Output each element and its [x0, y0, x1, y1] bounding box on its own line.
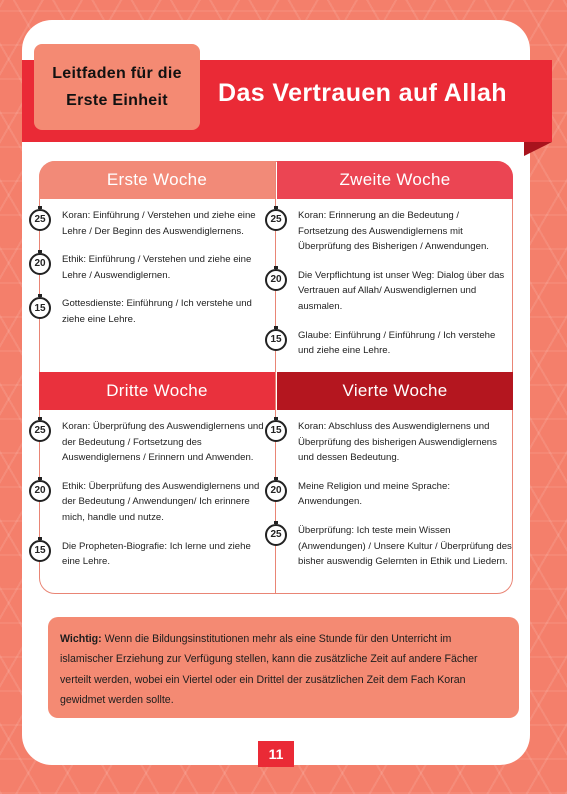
entry-text: Ethik: Einführung / Verstehen und ziehe eine Lehre / Auswendiglernen. [62, 254, 252, 281]
entry [264, 523, 512, 570]
entry-text: Glaube: Einführung / Einführung / Ich verstehe und ziehe eine Lehre. [298, 329, 496, 357]
stopwatch-icon: 15 [265, 420, 287, 442]
entry-text: Gottesdienste: Einführung / Ich verstehe und ziehe eine Lehre. [62, 298, 252, 325]
stopwatch-icon: 20 [265, 480, 287, 502]
entry [264, 328, 512, 359]
important-note [48, 617, 519, 718]
stopwatch-icon: 15 [29, 540, 51, 562]
entry [28, 252, 266, 283]
stopwatch-icon: 25 [265, 209, 287, 231]
entry-text: Überprüfung: Ich teste mein Wissen (Anwendungen) / Unsere Kultur / Überprüfung des bisher auswendig Gelernten in Ethik und Liedern. [298, 524, 512, 568]
entry-text: Die Verpflichtung ist unser Weg: Dialog über das Vertrauen auf Allah/ Auswendiglernen und ausmalen. [298, 269, 505, 312]
note-text: Wenn die Bildungsinstitutionen mehr als eine Stunde für den Unterricht im islamischer Erziehung zur Verfügung stellen, kann die zusätzliche Zeit auf andere Fächer verteilt werden, wobei ein Viertel oder ein Drittel der zusätzlichen Zeit dem Fach Koran gewidmet werden sollte. [60, 633, 478, 707]
unit-label-line1: Leitfaden für die [52, 65, 182, 82]
stopwatch-icon: 25 [29, 209, 51, 231]
page-number: 11 [258, 741, 294, 767]
unit-label-box [34, 44, 200, 130]
stopwatch-icon: 15 [29, 297, 51, 319]
entry [264, 479, 512, 510]
stopwatch-icon: 25 [29, 420, 51, 442]
entry-text: Koran: Überprüfung des Auswendiglernens und der Bedeutung / Fortsetzung des Auswendiglernens / Erinnern und Anwenden. [62, 421, 264, 464]
entry [28, 479, 266, 526]
week-1-entries [28, 208, 266, 341]
week-header-2: Zweite Woche [277, 161, 513, 199]
entry-text: Koran: Abschluss des Auswendiglernens und Überprüfung des bisherigen Auswendiglernens und dessen Bedeutung. [298, 421, 497, 464]
week-4-entries [264, 419, 512, 583]
week-header-1: Erste Woche [39, 161, 275, 199]
unit-label-line2: Erste Einheit [66, 92, 168, 109]
entry-text: Koran: Erinnerung an die Bedeutung / Fortsetzung des Auswendiglernens mit Überprüfung des Bisherigen / Anwendungen. [298, 210, 489, 253]
entry [28, 208, 266, 239]
week-3-entries [28, 419, 266, 583]
entry [28, 539, 266, 570]
entry [264, 419, 512, 466]
entry-text: Die Propheten-Biografie: Ich lerne und ziehe eine Lehre. [62, 540, 251, 568]
week-2-entries [264, 208, 512, 372]
entry-text: Ethik: Überprüfung des Auswendiglernens und der Bedeutung / Anwendungen/ Ich erinnere mich, handle und nutze. [62, 480, 260, 523]
note-label: Wichtig: [60, 633, 102, 645]
entry [264, 208, 512, 255]
entry [264, 268, 512, 315]
week-header-3: Dritte Woche [39, 372, 275, 410]
entry [28, 296, 266, 327]
entry-text: Koran: Einführung / Verstehen und ziehe eine Lehre / Der Beginn des Auswendiglernens. [62, 210, 256, 237]
banner-fold [524, 142, 552, 156]
page-title: Das Vertrauen auf Allah [218, 79, 507, 107]
week-header-4: Vierte Woche [277, 372, 513, 410]
stopwatch-icon: 25 [265, 524, 287, 546]
stopwatch-icon: 20 [265, 269, 287, 291]
stopwatch-icon: 20 [29, 253, 51, 275]
stopwatch-icon: 20 [29, 480, 51, 502]
entry-text: Meine Religion und meine Sprache: Anwendungen. [298, 480, 450, 508]
entry [28, 419, 266, 466]
stopwatch-icon: 15 [265, 329, 287, 351]
